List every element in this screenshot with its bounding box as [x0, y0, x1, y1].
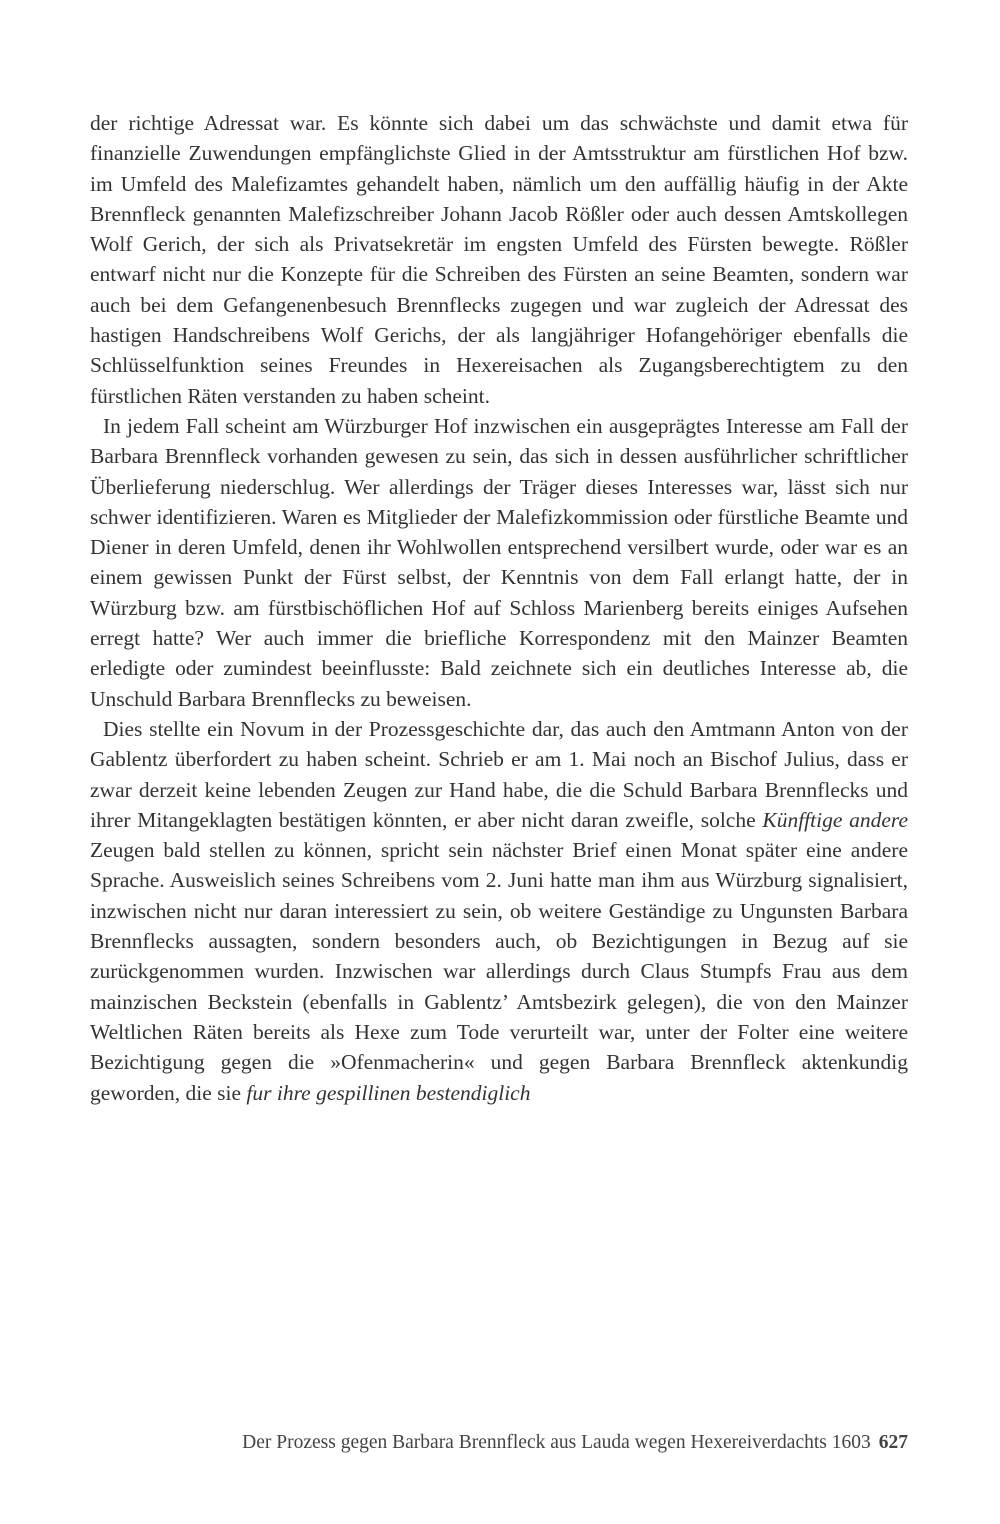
page-number: 627 [878, 1432, 908, 1453]
paragraph-2-text: In jedem Fall scheint am Würzburger Hof inzwischen ein ausgeprägtes Interesse am Fall der Barbara Brennfleck vorhanden gewesen zu sein, das sich in dessen ausführlicher schriftlicher Überlieferung niederschlug. Wer allerdings der Träger dieses Interesses war, lässt sich nur schwer identifizieren. Waren es Mitglieder der Malefizkommission oder fürstliche Beamte und Diener in deren Umfeld, denen ihr Wohlwollen entsprechend versilbert wurde, oder war es an einem gewissen Punkt der Fürst selbst, der Kenntnis von dem Fall erlangt hatte, der in Würzburg bzw. am fürstbischöflichen Hof auf Schloss Marienberg bereits einiges Aufsehen erregt hatte? Wer auch immer die briefliche Korrespondenz mit den Mainzer Beamten erledigte oder zumindest beeinflusste: Bald zeichnete sich ein deutliches Interesse ab, die Unschuld Barbara Brennflecks zu beweisen. [90, 413, 908, 711]
paragraph-1-text: der richtige Adressat war. Es könnte sich dabei um das schwächste und damit etwa für finanzielle Zuwendungen empfänglichste Glied in der Amtsstruktur am fürstlichen Hof bzw. im Umfeld des Malefizamtes gehandelt haben, nämlich um den auffällig häufig in der Akte Brennfleck genannten Malefizschreiber Johann Jacob Rößler oder auch dessen Amtskollegen Wolf Gerich, der sich als Privatsekretär im engsten Umfeld des Fürsten bewegte. Rößler entwarf nicht nur die Konzepte für die Schreiben des Fürsten an seine Beamten, sondern war auch bei dem Gefangenenbesuch Brennflecks zugegen und war zugleich der Adressat des hastigen Handschreibens Wolf Gerichs, der als langjähriger Hofangehöriger ebenfalls die Schlüsselfunktion seines Freundes in Hexereisachen als Zugangsberechtigtem zu den fürstlichen Räten verstanden zu haben scheint. [90, 111, 908, 408]
running-title: Der Prozess gegen Barbara Brennfleck aus Lauda wegen Hexereiverdachts 1603 [242, 1432, 871, 1453]
paragraph-2 [90, 411, 908, 714]
paragraph-3-text-b: Zeugen bald stellen zu können, spricht sein nächster Brief einen Monat später eine andere Sprache. Ausweislich seines Schreibens vom 2. Juni hatte man ihm aus Würzburg signalisiert, inzwischen nicht nur daran interessiert zu sein, ob weitere Geständige zu Ungunsten Barbara Brennflecks aussagten, sondern besonders auch, ob Bezichtigungen in Bezug auf sie zurückgenommen wurden. Inzwischen war allerdings durch Claus Stumpfs Frau aus dem mainzischen Beckstein (ebenfalls in Gablentz’ Amtsbezirk gelegen), die von den Mainzer Weltlichen Räten bereits als Hexe zum Tode verurteilt war, unter der Folter eine weitere Bezichtigung gegen die »Ofenmacherin« und gegen Barbara Brennfleck aktenkundig geworden, die sie [90, 838, 908, 1105]
paragraph-3-italic-quote-end: fur ihre gespillinen bestendiglich [246, 1080, 531, 1105]
paragraph-3-italic-quote: Künfftige andere [762, 807, 908, 832]
page-footer [90, 1430, 908, 1456]
paragraph-3 [90, 714, 908, 1108]
page-body [90, 108, 908, 1108]
paragraph-3-text-a: Dies stellte ein Novum in der Prozessgeschichte dar, das auch den Amtmann Anton von der Gablentz überfordert zu haben scheint. Schrieb er am 1. Mai noch an Bischof Julius, dass er zwar derzeit keine lebenden Zeugen zur Hand habe, die die Schuld Barbara Brennflecks und ihrer Mitangeklagten bestätigen könnten, er aber nicht daran zweifle, solche [90, 716, 908, 832]
paragraph-1 [90, 108, 908, 411]
